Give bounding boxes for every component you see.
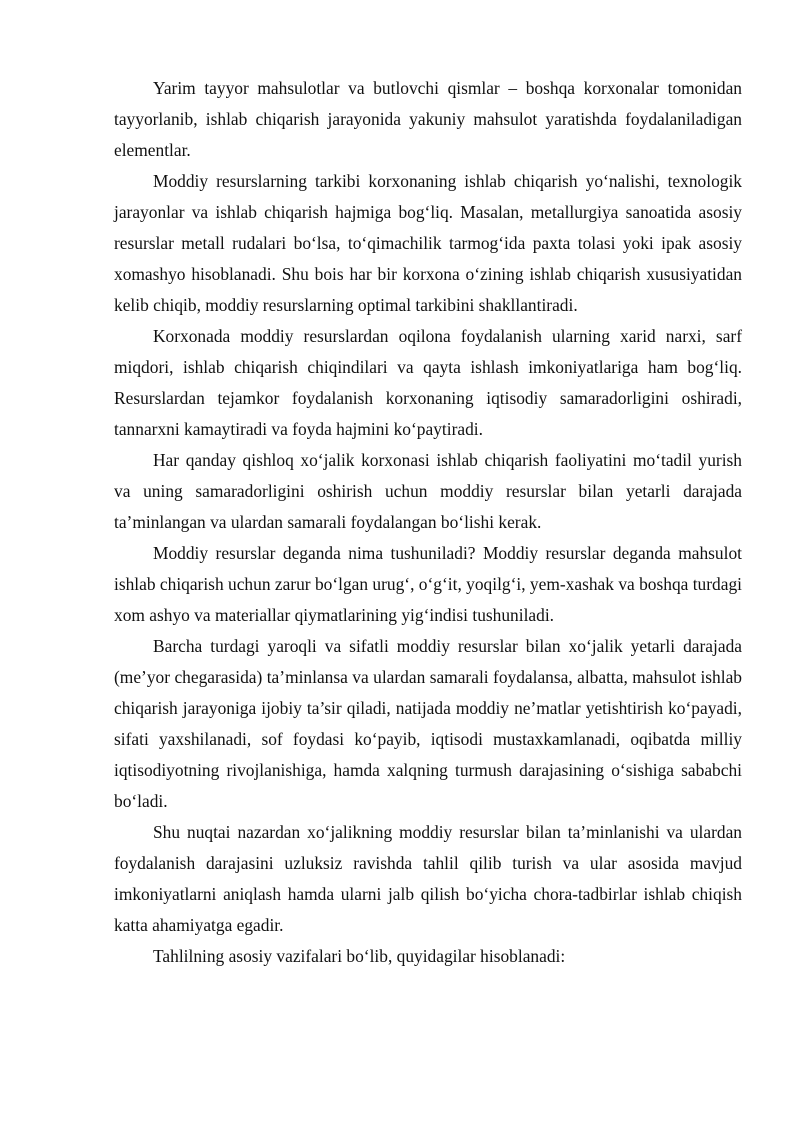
paragraph-semi-finished-products: Yarim tayyor mahsulotlar va butlovchi qismlar – boshqa korxonalar tomonidan tayyorlanib, ishlab chiqarish jarayonida yakuniy mahsulot yaratishda foydalaniladigan elementlar. [114, 78, 742, 160]
paragraph-rational-use: Korxonada moddiy resurslardan oqilona foydalanish ularning xarid narxi, sarf miqdori, ishlab chiqarish chiqindilari va qayta ishlash imkoniyatlariga ham bog‘liq. Resurslardan tejamkor foydalanish korxonaning iqtisodiy samaradorligini oshiradi, tannarxni kamaytiradi va foyda hajmini ko‘paytiradi. [114, 326, 742, 439]
paragraph-analysis-tasks: Tahlilning asosiy vazifalari bo‘lib, quyidagilar hisoblanadi: [153, 946, 566, 966]
paragraph-resource-structure: Moddiy resurslarning tarkibi korxonaning ishlab chiqarish yo‘nalishi, texnologik jarayonlar va ishlab chiqarish hajmiga bog‘liq. Masalan, metallurgiya sanoatida asosiy resurslar metall rudalari bo‘lsa, to‘qimachilik tarmog‘ida paxta tolasi yoki ipak asosiy xomashyo hisoblanadi. Shu bois har bir korxona o‘zining ishlab chiqarish xususiyatidan kelib chiqib, moddiy resurslarning optimal tarkibini shakllantiradi. [114, 171, 742, 315]
paragraph-definition: Moddiy resurslar deganda nima tushuniladi? Moddiy resurslar deganda mahsulot ishlab chiqarish uchun zarur bo‘lgan urug‘, o‘g‘it, yoqilg‘i, yem-xashak va boshqa turdagi xom ashyo va materiallar qiymatlarining yig‘indisi tushuniladi. [114, 543, 742, 625]
paragraph-effects: Barcha turdagi yaroqli va sifatli moddiy resurslar bilan xo‘jalik yetarli darajada (me’yor chegarasida) ta’minlansa va ulardan samarali foydalansa, albatta, mahsulot ishlab chiqarish jarayoniga ijobiy ta’sir qiladi, natijada moddiy ne’matlar yetishtirish ko‘payadi, sifati yaxshilanadi, sof foydasi ko‘payib, iqtisodi mustaxkamlanadi, oqibatda milliy iqtisodiyotning rivojlanishiga, hamda xalqning turmush darajasining o‘sishiga sababchi bo‘ladi. [114, 636, 742, 811]
paragraph-agricultural-enterprise: Har qanday qishloq xo‘jalik korxonasi ishlab chiqarish faoliyatini mo‘tadil yurish va uning samaradorligini oshirish uchun moddiy resurslar bilan yetarli darajada ta’minlangan va ulardan samarali foydalangan bo‘lishi kerak. [114, 450, 742, 532]
paragraph-analysis-importance: Shu nuqtai nazardan xo‘jalikning moddiy resurslar bilan ta’minlanishi va ulardan foydalanish darajasini uzluksiz ravishda tahlil qilib turish va ular asosida mavjud imkoniyatlarni aniqlash hamda ularni jalb qilish bo‘yicha chora-tadbirlar ishlab chiqish katta ahamiyatga egadir. [114, 822, 742, 935]
document-page [114, 73, 742, 972]
